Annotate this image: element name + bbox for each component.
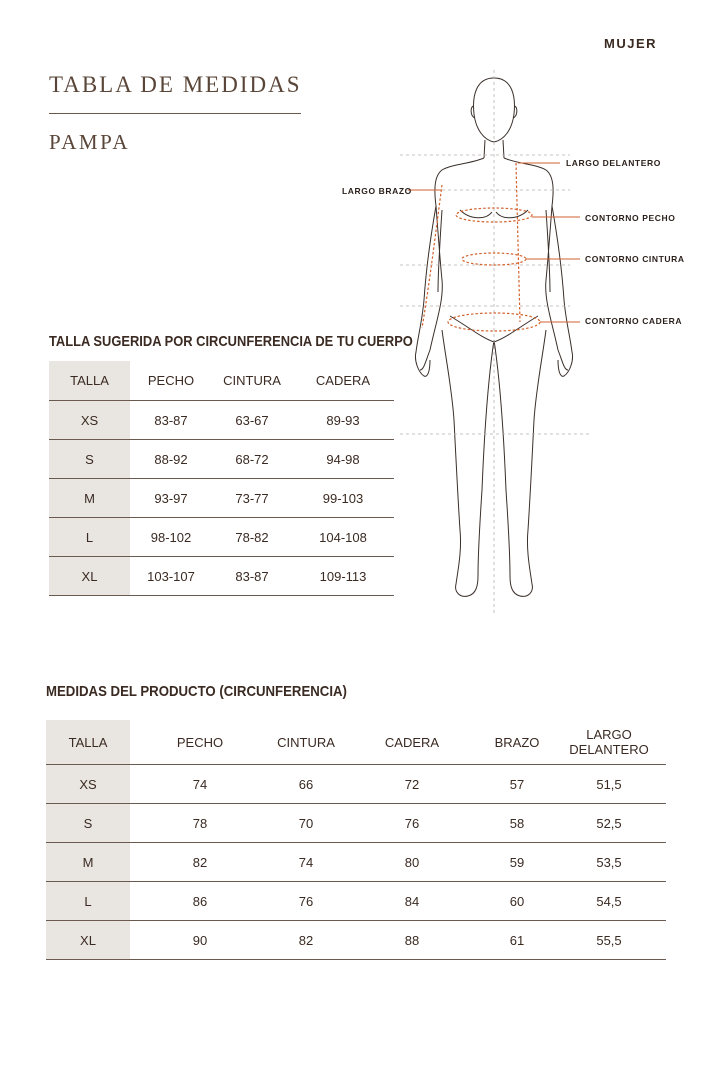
size-cell: XL [46, 921, 130, 960]
header-cell: TALLA [46, 720, 130, 765]
header-cell: PECHO [176, 734, 224, 750]
header-cell: CADERA [315, 373, 371, 388]
table-header-row [49, 361, 394, 401]
table-cell: 51,5 [596, 776, 622, 792]
table-cell: 98-102 [150, 529, 192, 545]
table-cell: 99-103 [322, 490, 364, 506]
table-cell: 61 [509, 932, 525, 948]
table-cell: 57 [509, 776, 525, 792]
label-largo-brazo: LARGO BRAZO [342, 186, 412, 196]
size-cell: XS [49, 401, 130, 440]
table-header-row [46, 720, 666, 765]
body-size-table [49, 361, 394, 596]
table-cell: 86 [192, 893, 208, 909]
table-cell: 74 [192, 776, 208, 792]
table-cell: 78 [192, 815, 208, 831]
table-cell: 104-108 [319, 529, 367, 545]
label-largo-delantero: LARGO DELANTERO [566, 158, 661, 168]
table-cell: 109-113 [319, 568, 367, 584]
table-cell: 55,5 [596, 932, 622, 948]
table-cell: 90 [192, 932, 208, 948]
table-row [46, 921, 666, 960]
table-row [49, 479, 394, 518]
table-row [46, 882, 666, 921]
table-row [46, 765, 666, 804]
table-cell: 53,5 [596, 854, 622, 870]
table-cell: 52,5 [596, 815, 622, 831]
table-cell: 73-77 [235, 490, 269, 506]
table-row [49, 401, 394, 440]
table-cell: 78-82 [235, 529, 269, 545]
table-cell: 83-87 [235, 568, 269, 584]
table-cell: 83-87 [154, 412, 188, 428]
title-divider [49, 113, 301, 114]
table-row [49, 440, 394, 479]
size-cell: M [49, 479, 130, 518]
header-cell: BRAZO [494, 734, 540, 750]
table-cell: 74 [298, 854, 314, 870]
table-row [49, 557, 394, 596]
table-row [49, 518, 394, 557]
size-cell: M [46, 843, 130, 882]
header-cell: CINTURA [277, 734, 335, 750]
table-cell: 76 [404, 815, 420, 831]
table-cell: 76 [298, 893, 314, 909]
table-cell: 63-67 [235, 412, 269, 428]
body-figure [370, 60, 720, 620]
product-name: PAMPA [49, 130, 131, 154]
header-cell: TALLA [49, 361, 130, 401]
size-cell: S [49, 440, 130, 479]
table-cell: 54,5 [596, 893, 622, 909]
table-cell: 93-97 [154, 490, 188, 506]
label-contorno-cintura: CONTORNO CINTURA [585, 254, 685, 264]
page-title: TABLA DE MEDIDAS [49, 72, 302, 97]
table-cell: 84 [404, 893, 420, 909]
table-cell: 68-72 [235, 451, 269, 467]
table-cell: 58 [509, 815, 525, 831]
table-cell: 89-93 [326, 412, 360, 428]
table-cell: 88 [404, 932, 420, 948]
table-cell: 70 [298, 815, 314, 831]
product-measure-table [46, 720, 666, 960]
table-cell: 82 [192, 854, 208, 870]
label-contorno-cadera: CONTORNO CADERA [585, 316, 683, 326]
size-cell: XS [46, 765, 130, 804]
size-cell: S [46, 804, 130, 843]
header-cell: PECHO [147, 373, 195, 388]
product-table-heading: MEDIDAS DEL PRODUCTO (CIRCUNFERENCIA) [46, 683, 347, 700]
header-cell: CADERA [384, 734, 440, 750]
size-cell: L [49, 518, 130, 557]
category-label: MUJER [604, 36, 658, 51]
header-cell: LARGO DELANTERO [569, 727, 649, 757]
size-cell: L [46, 882, 130, 921]
table-cell: 88-92 [154, 451, 188, 467]
table-cell: 82 [298, 932, 314, 948]
table-row [46, 843, 666, 882]
table-cell: 60 [509, 893, 525, 909]
table-row [46, 804, 666, 843]
table-cell: 59 [509, 854, 525, 870]
table-cell: 103-107 [147, 568, 195, 584]
header-cell: CINTURA [223, 373, 281, 388]
label-contorno-pecho: CONTORNO PECHO [585, 213, 676, 223]
guide-lines [400, 70, 590, 615]
body-table-heading: TALLA SUGERIDA POR CIRCUNFERENCIA DE TU CUERPO [49, 333, 413, 350]
table-cell: 80 [404, 854, 420, 870]
size-cell: XL [49, 557, 130, 596]
table-cell: 94-98 [326, 451, 360, 467]
table-cell: 66 [298, 776, 314, 792]
table-cell: 72 [404, 776, 420, 792]
